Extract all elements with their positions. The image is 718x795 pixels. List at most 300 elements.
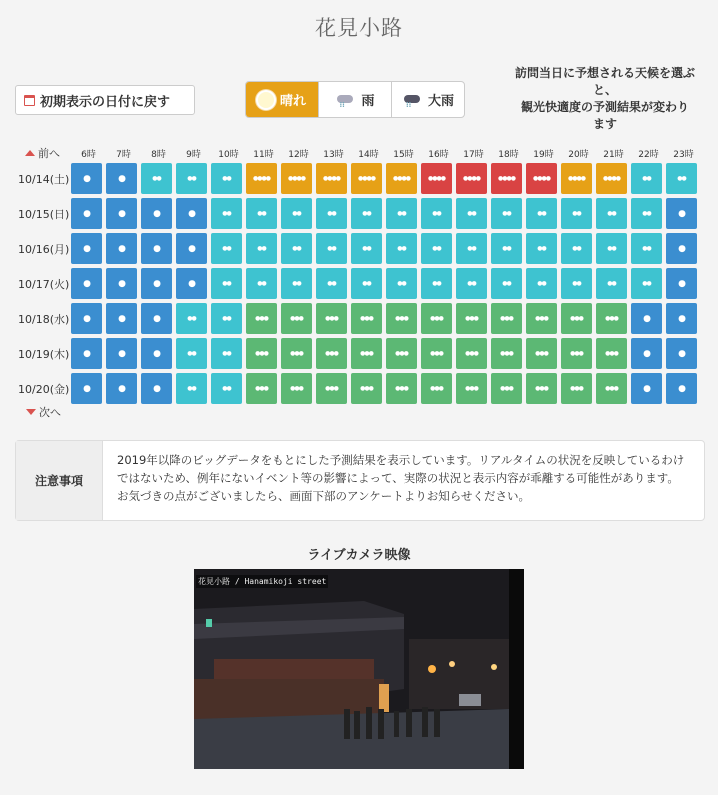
congestion-cell[interactable] bbox=[71, 303, 102, 334]
people-icon: ●● bbox=[572, 210, 581, 217]
congestion-cell[interactable] bbox=[421, 268, 452, 299]
hour-label: 20時 bbox=[568, 149, 589, 160]
people-icon: ● bbox=[188, 278, 195, 289]
people-icon: ●●● bbox=[255, 385, 268, 392]
people-icon: ● bbox=[678, 243, 685, 254]
congestion-cell[interactable] bbox=[246, 338, 277, 369]
people-icon: ●●● bbox=[255, 315, 268, 322]
congestion-cell[interactable] bbox=[631, 303, 662, 334]
congestion-grid bbox=[15, 145, 701, 406]
arrow-down-icon bbox=[26, 409, 36, 415]
congestion-cell[interactable] bbox=[491, 268, 522, 299]
congestion-cell[interactable] bbox=[561, 268, 592, 299]
people-icon: ● bbox=[678, 348, 685, 359]
hour-label: 8時 bbox=[151, 149, 166, 160]
people-icon: ●● bbox=[292, 210, 301, 217]
congestion-cell[interactable] bbox=[141, 303, 172, 334]
people-icon: ●●●● bbox=[323, 175, 340, 182]
congestion-cell[interactable] bbox=[281, 163, 312, 194]
people-icon: ● bbox=[153, 278, 160, 289]
congestion-cell[interactable] bbox=[176, 268, 207, 299]
congestion-cell[interactable] bbox=[141, 163, 172, 194]
page-title: 花見小路 bbox=[315, 16, 403, 40]
people-icon: ●● bbox=[327, 280, 336, 287]
people-icon: ●●●● bbox=[463, 175, 480, 182]
date-row bbox=[15, 161, 701, 196]
people-icon: ●●●● bbox=[498, 175, 515, 182]
people-icon: ●● bbox=[642, 210, 651, 217]
people-icon: ●● bbox=[187, 315, 196, 322]
congestion-cell[interactable] bbox=[316, 198, 347, 229]
prev-button[interactable] bbox=[15, 145, 71, 161]
people-icon: ● bbox=[153, 243, 160, 254]
people-icon: ● bbox=[118, 208, 125, 219]
congestion-cell[interactable] bbox=[316, 373, 347, 404]
hour-label: 11時 bbox=[253, 149, 274, 160]
congestion-cell[interactable] bbox=[106, 163, 137, 194]
people-icon: ●● bbox=[397, 210, 406, 217]
people-icon: ●●●● bbox=[288, 175, 305, 182]
congestion-cell[interactable] bbox=[456, 303, 487, 334]
congestion-cell[interactable] bbox=[421, 233, 452, 264]
date-row bbox=[15, 336, 701, 371]
congestion-cell[interactable] bbox=[386, 268, 417, 299]
congestion-cell[interactable] bbox=[246, 268, 277, 299]
congestion-cell[interactable] bbox=[631, 198, 662, 229]
congestion-cell[interactable] bbox=[106, 338, 137, 369]
congestion-cell[interactable] bbox=[141, 198, 172, 229]
people-icon: ● bbox=[83, 173, 90, 184]
people-icon: ●●● bbox=[430, 315, 443, 322]
weather-selector bbox=[245, 81, 465, 118]
sun-icon bbox=[258, 92, 274, 108]
date-label: 10/19(木) bbox=[18, 347, 70, 361]
weather-heavy-rain-button[interactable] bbox=[392, 82, 464, 117]
people-icon: ●● bbox=[432, 280, 441, 287]
congestion-cell[interactable] bbox=[526, 198, 557, 229]
heavy-rain-icon bbox=[402, 93, 422, 107]
congestion-cell[interactable] bbox=[561, 373, 592, 404]
congestion-cell[interactable] bbox=[141, 233, 172, 264]
camera-caption: 花見小路 / Hanamikoji street bbox=[198, 577, 327, 586]
people-icon: ●● bbox=[537, 280, 546, 287]
hour-label: 23時 bbox=[673, 149, 694, 160]
congestion-cell[interactable] bbox=[176, 373, 207, 404]
people-icon: ●●● bbox=[605, 315, 618, 322]
people-icon: ●● bbox=[537, 245, 546, 252]
congestion-cell[interactable] bbox=[246, 198, 277, 229]
people-icon: ●●●● bbox=[358, 175, 375, 182]
congestion-cell[interactable] bbox=[561, 303, 592, 334]
camera-scene-image bbox=[194, 569, 524, 769]
congestion-cell[interactable] bbox=[316, 268, 347, 299]
congestion-cell[interactable] bbox=[176, 338, 207, 369]
people-icon: ● bbox=[118, 383, 125, 394]
people-icon: ●● bbox=[222, 385, 231, 392]
notice-box bbox=[15, 440, 705, 521]
congestion-cell[interactable] bbox=[491, 373, 522, 404]
people-icon: ●● bbox=[502, 280, 511, 287]
congestion-cell[interactable] bbox=[421, 373, 452, 404]
congestion-cell[interactable] bbox=[386, 198, 417, 229]
congestion-cell[interactable] bbox=[561, 198, 592, 229]
people-icon: ●● bbox=[152, 175, 161, 182]
people-icon: ●● bbox=[642, 175, 651, 182]
people-icon: ●●● bbox=[395, 350, 408, 357]
congestion-cell[interactable] bbox=[246, 233, 277, 264]
people-icon: ●●● bbox=[535, 385, 548, 392]
congestion-cell[interactable] bbox=[666, 338, 697, 369]
congestion-cell[interactable] bbox=[561, 338, 592, 369]
congestion-cell[interactable] bbox=[386, 338, 417, 369]
people-icon: ● bbox=[83, 243, 90, 254]
congestion-cell[interactable] bbox=[141, 373, 172, 404]
people-icon: ●● bbox=[187, 385, 196, 392]
congestion-cell[interactable] bbox=[561, 163, 592, 194]
congestion-cell[interactable] bbox=[351, 303, 382, 334]
congestion-cell[interactable] bbox=[456, 198, 487, 229]
people-icon: ●● bbox=[327, 245, 336, 252]
prev-label: 前へ bbox=[38, 147, 60, 160]
congestion-cell[interactable] bbox=[456, 373, 487, 404]
congestion-cell[interactable] bbox=[631, 233, 662, 264]
congestion-cell[interactable] bbox=[281, 233, 312, 264]
date-row bbox=[15, 266, 701, 301]
people-icon: ●●● bbox=[605, 385, 618, 392]
people-icon: ●● bbox=[432, 245, 441, 252]
people-icon: ●● bbox=[572, 245, 581, 252]
people-icon: ●●●● bbox=[568, 175, 585, 182]
congestion-cell[interactable] bbox=[71, 233, 102, 264]
congestion-cell[interactable] bbox=[421, 198, 452, 229]
congestion-cell[interactable] bbox=[456, 338, 487, 369]
people-icon: ●● bbox=[467, 245, 476, 252]
people-icon: ●● bbox=[222, 315, 231, 322]
people-icon: ●●● bbox=[465, 315, 478, 322]
people-icon: ● bbox=[153, 383, 160, 394]
people-icon: ●● bbox=[222, 210, 231, 217]
congestion-cell[interactable] bbox=[106, 268, 137, 299]
people-icon: ●● bbox=[397, 245, 406, 252]
congestion-cell[interactable] bbox=[491, 198, 522, 229]
congestion-cell[interactable] bbox=[666, 373, 697, 404]
congestion-cell[interactable] bbox=[491, 233, 522, 264]
congestion-cell[interactable] bbox=[71, 373, 102, 404]
people-icon: ●●● bbox=[570, 315, 583, 322]
congestion-cell[interactable] bbox=[596, 373, 627, 404]
people-icon: ●●●● bbox=[603, 175, 620, 182]
congestion-cell[interactable] bbox=[71, 338, 102, 369]
weather-rain-label: 雨 bbox=[361, 94, 375, 109]
congestion-cell[interactable] bbox=[631, 268, 662, 299]
congestion-cell[interactable] bbox=[106, 233, 137, 264]
congestion-cell[interactable] bbox=[631, 163, 662, 194]
people-icon: ●●● bbox=[430, 385, 443, 392]
people-icon: ● bbox=[153, 208, 160, 219]
congestion-cell[interactable] bbox=[106, 198, 137, 229]
congestion-cell[interactable] bbox=[246, 373, 277, 404]
congestion-cell[interactable] bbox=[176, 233, 207, 264]
people-icon: ● bbox=[118, 173, 125, 184]
people-icon: ●●● bbox=[570, 385, 583, 392]
hour-label: 6時 bbox=[81, 149, 96, 160]
hour-label: 15時 bbox=[393, 149, 414, 160]
hour-label: 9時 bbox=[186, 149, 201, 160]
people-icon: ●●●● bbox=[533, 175, 550, 182]
date-row bbox=[15, 371, 701, 406]
congestion-cell[interactable] bbox=[596, 303, 627, 334]
people-icon: ●● bbox=[502, 245, 511, 252]
congestion-cell[interactable] bbox=[421, 163, 452, 194]
congestion-cell[interactable] bbox=[281, 198, 312, 229]
congestion-cell[interactable] bbox=[351, 338, 382, 369]
congestion-cell[interactable] bbox=[106, 373, 137, 404]
people-icon: ●●● bbox=[395, 315, 408, 322]
hour-label: 13時 bbox=[323, 149, 344, 160]
congestion-cell[interactable] bbox=[526, 268, 557, 299]
next-button[interactable] bbox=[26, 404, 61, 420]
notice-text: 2019年以降のビッグデータをもとにした予測結果を表示しています。リアルタイムの状況を反映しているわけではないため、例年にないイベント等の影響によって、実際の状況と表示内容が乖離する可能性があります。お気づきの点がございましたら、画面下部のアンケートよりお知らせください。 bbox=[117, 453, 685, 503]
congestion-cell[interactable] bbox=[176, 163, 207, 194]
people-icon: ●● bbox=[502, 210, 511, 217]
congestion-cell[interactable] bbox=[176, 198, 207, 229]
congestion-cell[interactable] bbox=[421, 303, 452, 334]
people-icon: ● bbox=[118, 348, 125, 359]
reset-date-button[interactable] bbox=[15, 85, 195, 115]
people-icon: ●●● bbox=[360, 315, 373, 322]
people-icon: ●●● bbox=[605, 350, 618, 357]
people-icon: ●●● bbox=[290, 350, 303, 357]
congestion-cell[interactable] bbox=[386, 303, 417, 334]
weather-rain-button[interactable] bbox=[319, 82, 392, 117]
hour-label: 12時 bbox=[288, 149, 309, 160]
date-label: 10/17(火) bbox=[18, 277, 70, 291]
congestion-cell[interactable] bbox=[631, 373, 662, 404]
weather-sunny-button[interactable] bbox=[246, 82, 319, 117]
congestion-cell[interactable] bbox=[351, 198, 382, 229]
congestion-cell[interactable] bbox=[666, 163, 697, 194]
congestion-cell[interactable] bbox=[666, 198, 697, 229]
people-icon: ●● bbox=[432, 210, 441, 217]
weather-note-line: 訪問当日に予想される天候を選ぶ bbox=[514, 66, 695, 80]
congestion-cell[interactable] bbox=[526, 303, 557, 334]
people-icon: ●●● bbox=[465, 385, 478, 392]
congestion-cell[interactable] bbox=[596, 268, 627, 299]
people-icon: ●● bbox=[222, 350, 231, 357]
congestion-cell[interactable] bbox=[526, 233, 557, 264]
people-icon: ●●● bbox=[290, 385, 303, 392]
people-icon: ●● bbox=[677, 175, 686, 182]
people-icon: ● bbox=[83, 278, 90, 289]
congestion-cell[interactable] bbox=[316, 338, 347, 369]
congestion-cell[interactable] bbox=[526, 338, 557, 369]
people-icon: ●● bbox=[572, 280, 581, 287]
congestion-cell[interactable] bbox=[71, 198, 102, 229]
people-icon: ●●● bbox=[465, 350, 478, 357]
congestion-cell[interactable] bbox=[666, 268, 697, 299]
congestion-cell[interactable] bbox=[596, 163, 627, 194]
people-icon: ● bbox=[188, 208, 195, 219]
congestion-cell[interactable] bbox=[246, 303, 277, 334]
hour-label: 7時 bbox=[116, 149, 131, 160]
congestion-cell[interactable] bbox=[281, 303, 312, 334]
congestion-cell[interactable] bbox=[386, 373, 417, 404]
hour-label: 14時 bbox=[358, 149, 379, 160]
hour-header-row bbox=[15, 145, 701, 161]
people-icon: ●●● bbox=[500, 350, 513, 357]
congestion-cell[interactable] bbox=[456, 163, 487, 194]
people-icon: ●● bbox=[607, 245, 616, 252]
people-icon: ● bbox=[83, 383, 90, 394]
people-icon: ●●● bbox=[500, 385, 513, 392]
people-icon: ●● bbox=[222, 280, 231, 287]
congestion-cell[interactable] bbox=[316, 163, 347, 194]
people-icon: ● bbox=[643, 313, 650, 324]
people-icon: ● bbox=[643, 383, 650, 394]
people-icon: ●● bbox=[362, 245, 371, 252]
congestion-cell[interactable] bbox=[666, 303, 697, 334]
people-icon: ●● bbox=[187, 350, 196, 357]
people-icon: ●●● bbox=[570, 350, 583, 357]
hour-label: 21時 bbox=[603, 149, 624, 160]
people-icon: ●● bbox=[467, 280, 476, 287]
congestion-cell[interactable] bbox=[491, 303, 522, 334]
people-icon: ●● bbox=[642, 245, 651, 252]
congestion-cell[interactable] bbox=[596, 338, 627, 369]
people-icon: ●● bbox=[257, 245, 266, 252]
congestion-cell[interactable] bbox=[596, 233, 627, 264]
date-label: 10/15(日) bbox=[18, 207, 70, 221]
congestion-cell[interactable] bbox=[281, 268, 312, 299]
people-icon: ● bbox=[678, 208, 685, 219]
weather-note bbox=[505, 65, 705, 133]
congestion-cell[interactable] bbox=[491, 338, 522, 369]
next-label: 次へ bbox=[39, 406, 61, 419]
people-icon: ●● bbox=[607, 280, 616, 287]
congestion-cell[interactable] bbox=[211, 233, 242, 264]
notice-label: 注意事項 bbox=[16, 441, 103, 520]
people-icon: ● bbox=[83, 313, 90, 324]
congestion-cell[interactable] bbox=[316, 303, 347, 334]
calendar-icon bbox=[24, 95, 35, 106]
congestion-cell[interactable] bbox=[316, 233, 347, 264]
people-icon: ●●● bbox=[360, 350, 373, 357]
congestion-cell[interactable] bbox=[456, 268, 487, 299]
hour-label: 16時 bbox=[428, 149, 449, 160]
congestion-cell[interactable] bbox=[211, 338, 242, 369]
people-icon: ● bbox=[83, 208, 90, 219]
people-icon: ●● bbox=[222, 245, 231, 252]
date-row bbox=[15, 301, 701, 336]
hour-label: 10時 bbox=[218, 149, 239, 160]
people-icon: ●●● bbox=[535, 315, 548, 322]
people-icon: ●●● bbox=[360, 385, 373, 392]
congestion-cell[interactable] bbox=[141, 268, 172, 299]
date-label: 10/16(月) bbox=[18, 242, 70, 256]
congestion-cell[interactable] bbox=[281, 338, 312, 369]
congestion-cell[interactable] bbox=[386, 163, 417, 194]
weather-note-line: と、 bbox=[592, 83, 617, 97]
people-icon: ● bbox=[153, 313, 160, 324]
congestion-cell[interactable] bbox=[561, 233, 592, 264]
congestion-cell[interactable] bbox=[631, 338, 662, 369]
congestion-cell[interactable] bbox=[176, 303, 207, 334]
people-icon: ● bbox=[118, 313, 125, 324]
live-camera-video[interactable] bbox=[194, 569, 524, 769]
people-icon: ●●● bbox=[325, 350, 338, 357]
congestion-cell[interactable] bbox=[211, 198, 242, 229]
congestion-cell[interactable] bbox=[386, 233, 417, 264]
weather-heavy-rain-label: 大雨 bbox=[427, 94, 454, 109]
people-icon: ● bbox=[678, 278, 685, 289]
date-row bbox=[15, 231, 701, 266]
congestion-cell[interactable] bbox=[596, 198, 627, 229]
hour-label: 17時 bbox=[463, 149, 484, 160]
people-icon: ●● bbox=[257, 210, 266, 217]
congestion-cell[interactable] bbox=[211, 163, 242, 194]
people-icon: ● bbox=[678, 313, 685, 324]
congestion-cell[interactable] bbox=[211, 303, 242, 334]
weather-note-line: 観光快適度の予測結果が変わり bbox=[520, 100, 689, 114]
congestion-cell[interactable] bbox=[526, 163, 557, 194]
people-icon: ●●● bbox=[535, 350, 548, 357]
people-icon: ●● bbox=[222, 175, 231, 182]
people-icon: ●● bbox=[292, 245, 301, 252]
congestion-cell[interactable] bbox=[456, 233, 487, 264]
congestion-cell[interactable] bbox=[71, 268, 102, 299]
congestion-cell[interactable] bbox=[106, 303, 137, 334]
congestion-cell[interactable] bbox=[351, 233, 382, 264]
people-icon: ●● bbox=[397, 280, 406, 287]
people-icon: ●●● bbox=[255, 350, 268, 357]
congestion-cell[interactable] bbox=[246, 163, 277, 194]
people-icon: ●● bbox=[327, 210, 336, 217]
congestion-cell[interactable] bbox=[491, 163, 522, 194]
people-icon: ●● bbox=[362, 210, 371, 217]
congestion-cell[interactable] bbox=[281, 373, 312, 404]
congestion-cell[interactable] bbox=[421, 338, 452, 369]
congestion-cell[interactable] bbox=[666, 233, 697, 264]
congestion-cell[interactable] bbox=[71, 163, 102, 194]
hour-label: 22時 bbox=[638, 149, 659, 160]
congestion-cell[interactable] bbox=[211, 268, 242, 299]
hour-label: 18時 bbox=[498, 149, 519, 160]
people-icon: ● bbox=[118, 243, 125, 254]
people-icon: ● bbox=[643, 348, 650, 359]
congestion-cell[interactable] bbox=[351, 163, 382, 194]
people-icon: ●● bbox=[292, 280, 301, 287]
people-icon: ● bbox=[678, 383, 685, 394]
people-icon: ● bbox=[118, 278, 125, 289]
congestion-cell[interactable] bbox=[141, 338, 172, 369]
people-icon: ● bbox=[153, 348, 160, 359]
weather-note-line: ます bbox=[592, 117, 617, 131]
people-icon: ●●●● bbox=[428, 175, 445, 182]
people-icon: ●● bbox=[642, 280, 651, 287]
date-label: 10/20(金) bbox=[18, 382, 70, 396]
congestion-cell[interactable] bbox=[526, 373, 557, 404]
congestion-cell[interactable] bbox=[211, 373, 242, 404]
people-icon: ●● bbox=[537, 210, 546, 217]
people-icon: ●●● bbox=[325, 315, 338, 322]
people-icon: ● bbox=[83, 348, 90, 359]
people-icon: ● bbox=[188, 243, 195, 254]
date-label: 10/14(土) bbox=[18, 172, 70, 186]
congestion-cell[interactable] bbox=[351, 373, 382, 404]
people-icon: ●● bbox=[257, 280, 266, 287]
people-icon: ●●● bbox=[290, 315, 303, 322]
congestion-cell[interactable] bbox=[351, 268, 382, 299]
